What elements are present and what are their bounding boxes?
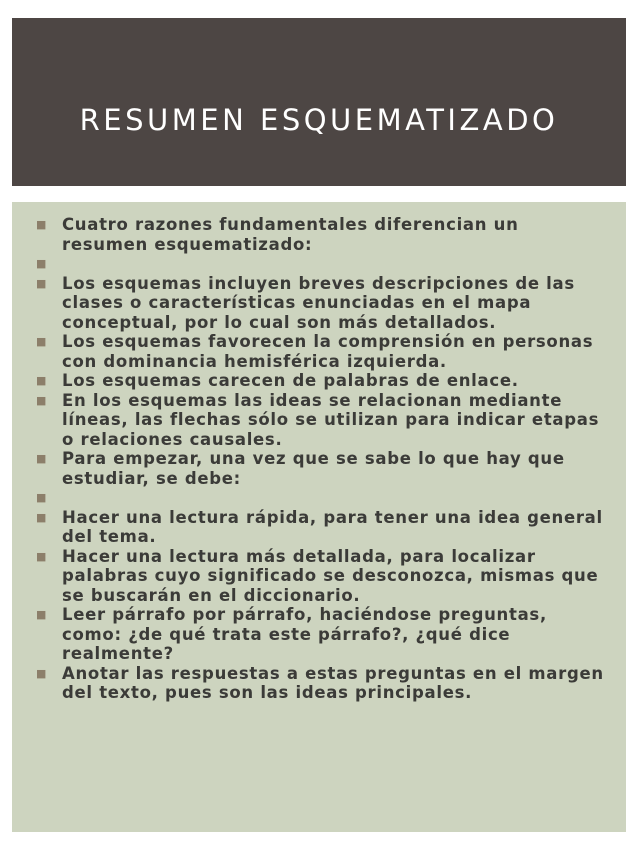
bullet-item-10 [36,547,604,606]
bullet-item-12 [36,664,604,703]
square-bullet-icon: ■ [36,452,48,465]
bullet-list [36,215,604,703]
bullet-text: En los esquemas las ideas se relacionan mediante líneas, las flechas sólo se utilizan para indicar etapas o relaciones causales. [62,390,600,449]
square-bullet-icon: ■ [36,608,48,621]
square-bullet-icon: ■ [36,276,48,290]
square-bullet-icon: ■ [36,510,48,524]
bullet-text: Los esquemas favorecen la comprensión en personas con dominancia hemisférica izquierda. [62,332,594,371]
title-bar [12,18,626,186]
bullet-text: Los esquemas carecen de palabras de enlace. [62,371,519,390]
bullet-text: Hacer una lectura rápida, para tener una idea general del tema. [62,507,603,546]
bullet-text: Para empezar, una vez que se sabe lo que hay que estudiar, se debe: [62,449,565,488]
bullet-text: Leer párrafo por párrafo, haciéndose preguntas, como: ¿de qué trata este párrafo?, ¿qué dice realmente? [62,605,547,663]
bullet-text: Anotar las respuestas a estas preguntas en el margen del texto, pues son las ideas principales. [62,663,604,702]
content-panel [12,202,626,832]
bullet-item-9 [36,508,604,547]
bullet-item-5 [36,371,604,391]
bullet-item-11 [36,605,604,664]
bullet-text: Los esquemas incluyen breves descripciones de las clases o características enunciadas en el mapa conceptual, por lo cual son más detallados. [62,273,575,332]
square-bullet-icon: ■ [36,666,48,680]
square-bullet-icon: ■ [36,393,48,407]
bullet-item-1 [36,215,604,254]
bullet-item-6 [36,391,604,450]
bullet-item-2 [36,254,604,274]
square-bullet-icon: ■ [36,335,48,348]
square-bullet-icon: ■ [36,218,48,231]
square-bullet-icon: ■ [36,374,48,387]
slide-title: RESUMEN ESQUEMATIZADO [79,103,559,137]
bullet-item-3 [36,274,604,333]
bullet-text: Cuatro razones fundamentales diferencian un resumen esquematizado: [62,215,519,254]
square-bullet-icon: ■ [36,257,48,270]
bullet-item-7 [36,449,604,488]
square-bullet-icon: ■ [36,491,48,504]
square-bullet-icon: ■ [36,549,48,563]
bullet-item-8 [36,488,604,508]
bullet-item-4 [36,332,604,371]
bullet-text: Hacer una lectura más detallada, para localizar palabras cuyo significado se desconozca, mismas que se buscarán en el diccionario. [62,546,599,605]
